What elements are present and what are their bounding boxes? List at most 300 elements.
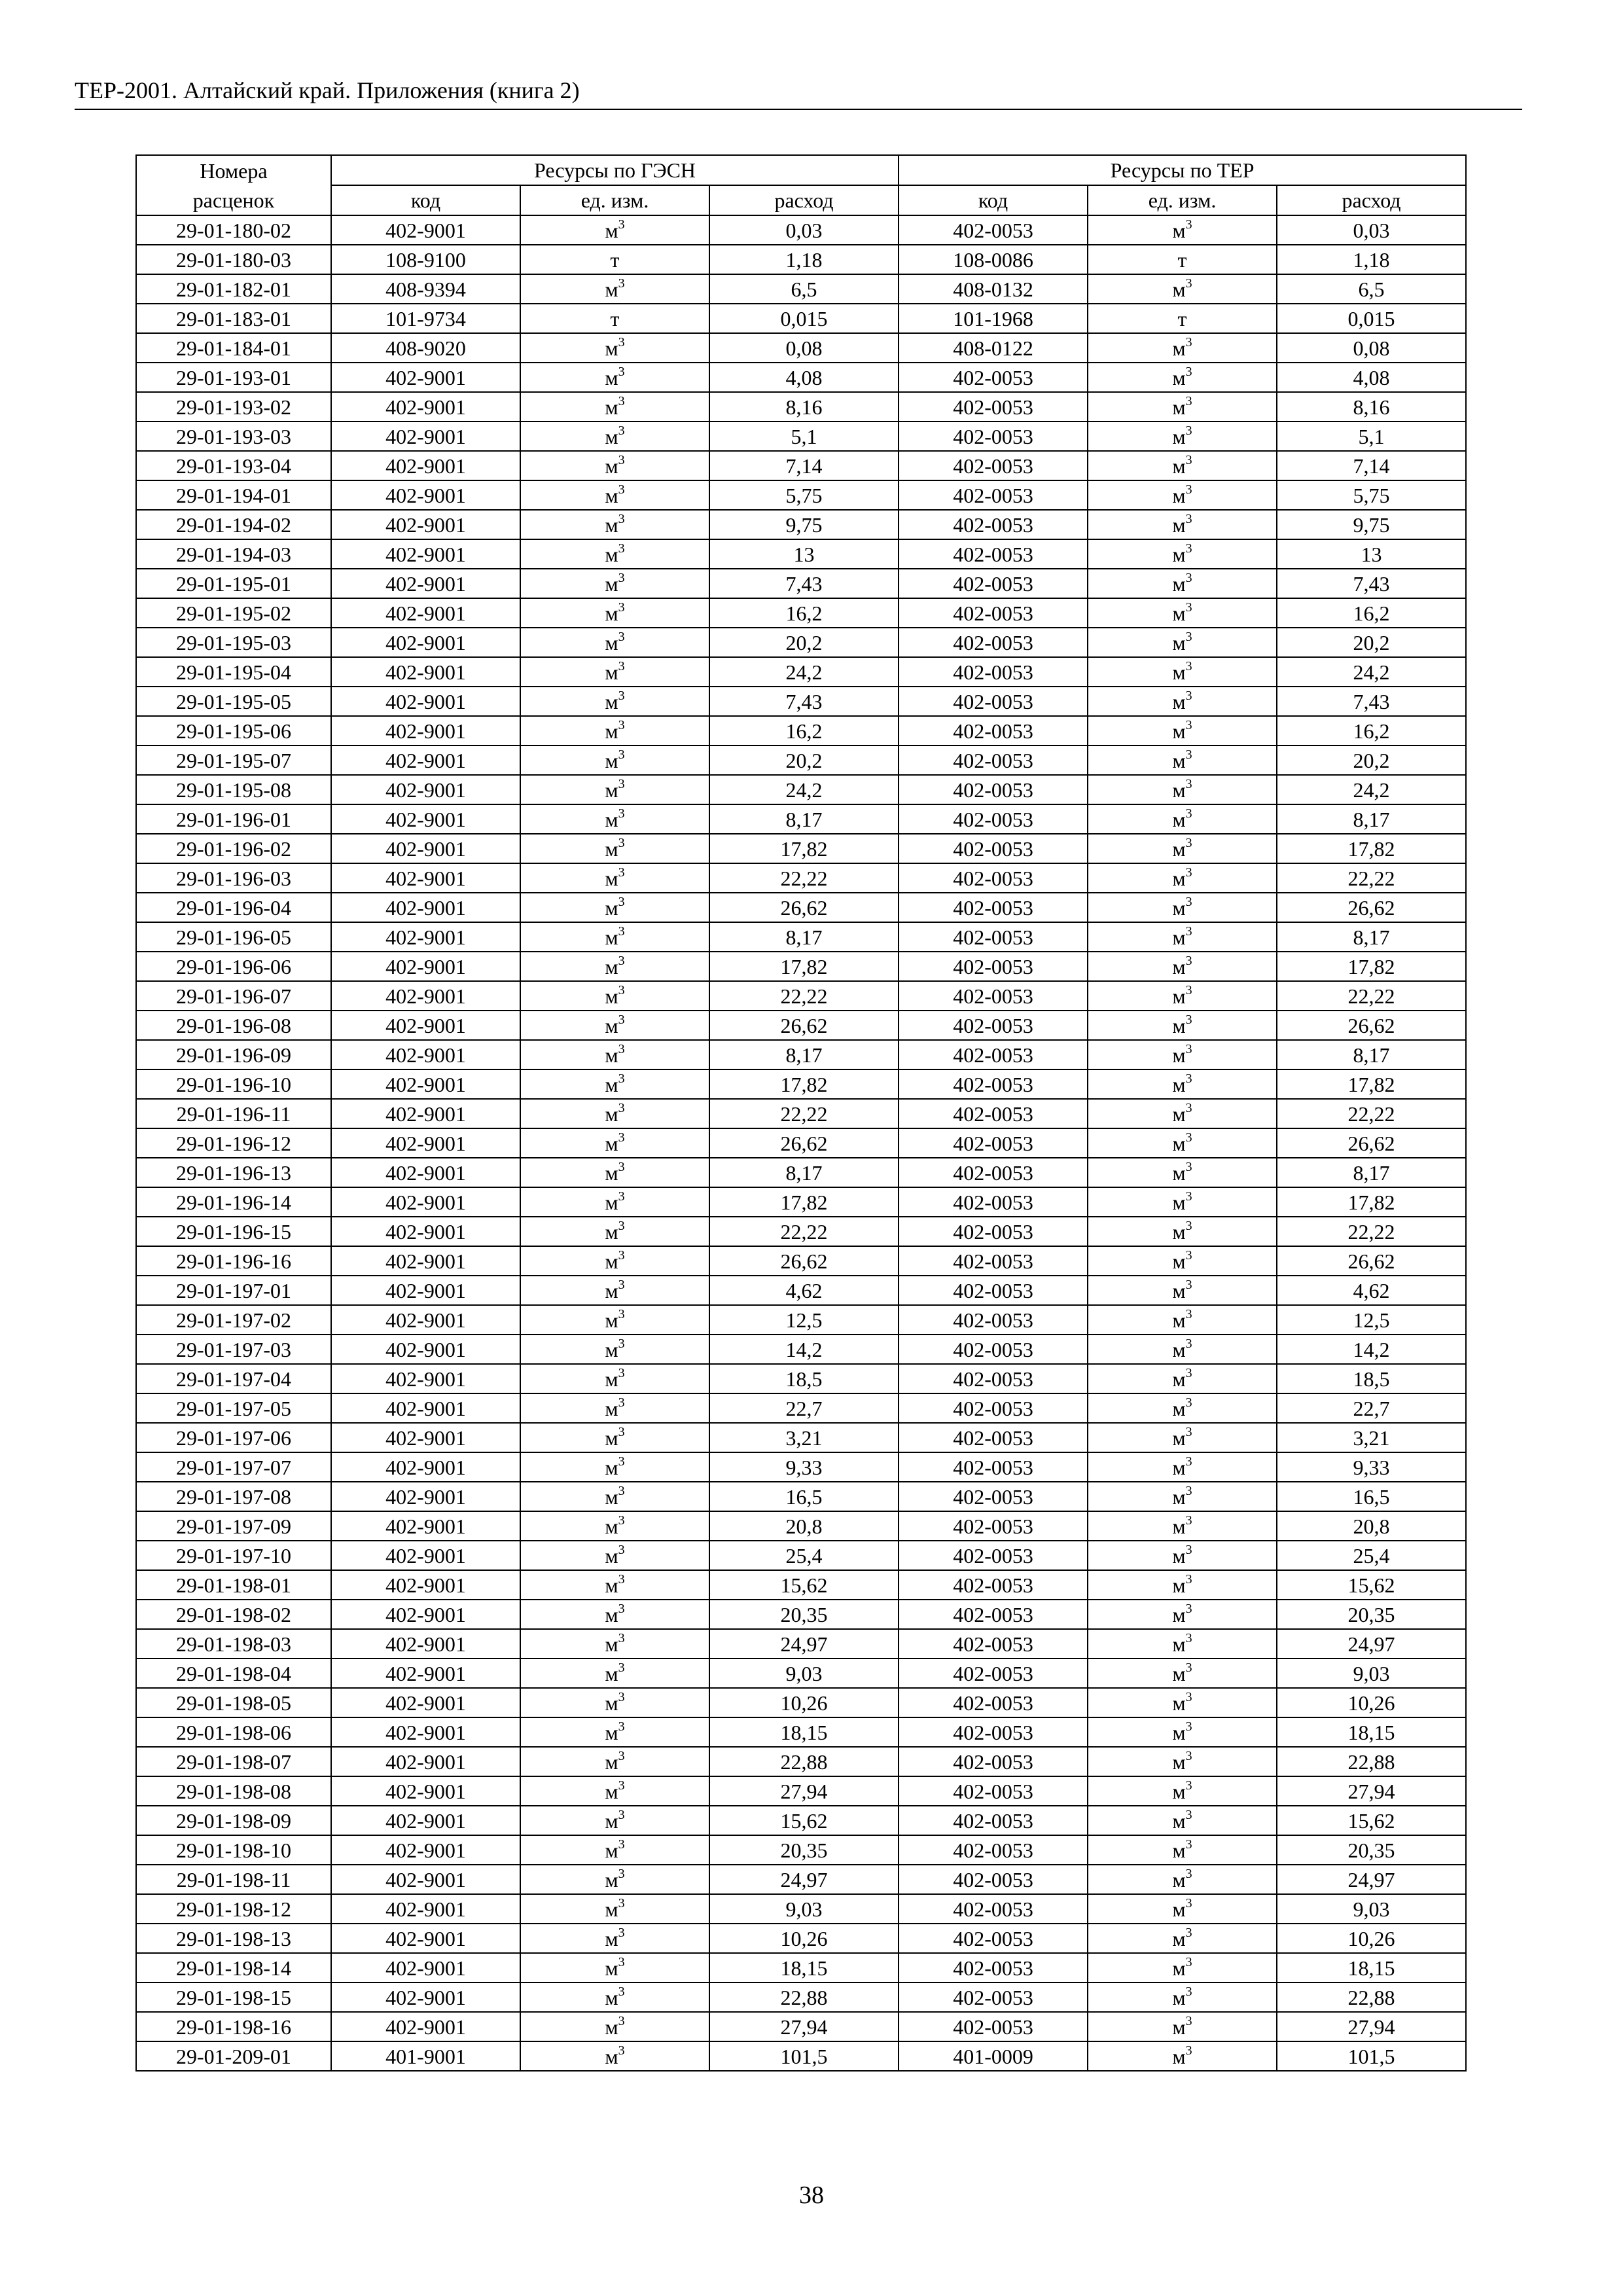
ter-unit-power: 3 bbox=[1185, 1895, 1192, 1910]
gesn-unit-base: м bbox=[605, 1897, 618, 1921]
ter-unit-base: м bbox=[1172, 1956, 1186, 1980]
table-row bbox=[136, 952, 1466, 981]
gesn-qty-cell: 8,17 bbox=[709, 1158, 899, 1187]
gesn-unit-power: 3 bbox=[618, 570, 625, 585]
ter-qty-cell: 17,82 bbox=[1277, 952, 1466, 981]
rate-number-cell: 29-01-195-02 bbox=[136, 598, 331, 628]
ter-unit-cell bbox=[1088, 451, 1277, 480]
ter-unit-base: м bbox=[1172, 925, 1186, 949]
ter-code-cell: 402-0053 bbox=[899, 952, 1088, 981]
gesn-unit-base: м bbox=[605, 1691, 618, 1715]
gesn-unit-power: 3 bbox=[618, 1336, 625, 1351]
ter-code-cell: 402-0053 bbox=[899, 1217, 1088, 1246]
gesn-qty-cell: 6,5 bbox=[709, 274, 899, 304]
gesn-qty-cell: 3,21 bbox=[709, 1423, 899, 1452]
ter-unit-power: 3 bbox=[1185, 1719, 1192, 1734]
ter-code-cell: 402-0053 bbox=[899, 1806, 1088, 1835]
gesn-unit-base: м bbox=[605, 1043, 618, 1067]
ter-qty-cell: 9,33 bbox=[1277, 1452, 1466, 1482]
table-row bbox=[136, 274, 1466, 304]
ter-unit-base: м bbox=[1172, 1691, 1186, 1715]
ter-unit-cell bbox=[1088, 1364, 1277, 1393]
table-row bbox=[136, 834, 1466, 863]
page-number: 38 bbox=[799, 2181, 824, 2209]
gesn-code-cell: 402-9001 bbox=[331, 1600, 520, 1629]
gesn-unit-base: м bbox=[605, 1102, 618, 1126]
rate-number-cell: 29-01-196-15 bbox=[136, 1217, 331, 1246]
ter-code-cell: 402-0053 bbox=[899, 1069, 1088, 1099]
ter-unit-power: 3 bbox=[1185, 1866, 1192, 1881]
gesn-unit-cell bbox=[520, 392, 709, 422]
ter-unit-cell bbox=[1088, 1924, 1277, 1953]
ter-unit-base: м bbox=[1172, 689, 1186, 713]
ter-qty-cell: 6,5 bbox=[1277, 274, 1466, 304]
gesn-unit-power: 3 bbox=[618, 1719, 625, 1734]
ter-unit-base: м bbox=[1172, 1720, 1186, 1744]
ter-unit-base: м bbox=[1172, 1661, 1186, 1685]
gesn-unit-base: м bbox=[605, 748, 618, 772]
ter-unit-power: 3 bbox=[1185, 1277, 1192, 1292]
ter-code-cell: 402-0053 bbox=[899, 716, 1088, 745]
gesn-unit-cell bbox=[520, 1187, 709, 1217]
ter-code-cell: 402-0053 bbox=[899, 1659, 1088, 1688]
gesn-unit-cell bbox=[520, 1305, 709, 1335]
table-row bbox=[136, 1924, 1466, 1953]
gesn-code-cell: 402-9001 bbox=[331, 1806, 520, 1835]
gesn-code-cell: 402-9001 bbox=[331, 451, 520, 480]
ter-qty-cell: 22,22 bbox=[1277, 1217, 1466, 1246]
ter-unit-cell bbox=[1088, 1393, 1277, 1423]
ter-unit-base: м bbox=[1172, 395, 1186, 419]
ter-unit-base: м bbox=[1172, 1102, 1186, 1126]
rate-number-cell: 29-01-197-07 bbox=[136, 1452, 331, 1482]
ter-unit-power: 3 bbox=[1185, 629, 1192, 644]
ter-unit-cell bbox=[1088, 1835, 1277, 1865]
ter-qty-cell: 9,75 bbox=[1277, 510, 1466, 539]
ter-unit-power: 3 bbox=[1185, 1807, 1192, 1822]
gesn-code-cell: 402-9001 bbox=[331, 215, 520, 245]
gesn-unit-cell bbox=[520, 451, 709, 480]
gesn-unit-base: м bbox=[605, 1514, 618, 1538]
ter-unit-base: м bbox=[1172, 336, 1186, 360]
gesn-unit-cell bbox=[520, 215, 709, 245]
gesn-unit-base: м bbox=[605, 512, 618, 537]
ter-code-cell: 402-0053 bbox=[899, 392, 1088, 422]
ter-unit-base: м bbox=[1172, 1043, 1186, 1067]
gesn-unit-power: 3 bbox=[618, 953, 625, 968]
ter-unit-power: 3 bbox=[1185, 806, 1192, 821]
ter-qty-cell: 18,15 bbox=[1277, 1953, 1466, 1982]
gesn-qty-cell: 7,43 bbox=[709, 569, 899, 598]
gesn-unit-cell bbox=[520, 1659, 709, 1688]
gesn-code-cell: 402-9001 bbox=[331, 834, 520, 863]
rate-number-cell: 29-01-198-05 bbox=[136, 1688, 331, 1717]
rate-number-cell: 29-01-196-09 bbox=[136, 1040, 331, 1069]
rate-number-cell: 29-01-196-16 bbox=[136, 1246, 331, 1276]
ter-unit-cell bbox=[1088, 1128, 1277, 1158]
gesn-unit-power: 3 bbox=[618, 747, 625, 762]
gesn-unit-cell bbox=[520, 1629, 709, 1659]
rate-number-cell: 29-01-209-01 bbox=[136, 2041, 331, 2071]
ter-unit-cell bbox=[1088, 480, 1277, 510]
gesn-qty-cell: 22,88 bbox=[709, 1747, 899, 1776]
gesn-code-cell: 402-9001 bbox=[331, 687, 520, 716]
ter-unit-base: м bbox=[1172, 719, 1186, 743]
ter-qty-cell: 22,22 bbox=[1277, 1099, 1466, 1128]
gesn-code-cell: 402-9001 bbox=[331, 1747, 520, 1776]
header-ter-qty: расход bbox=[1277, 185, 1466, 215]
gesn-unit-cell bbox=[520, 1511, 709, 1541]
gesn-unit-base: м bbox=[605, 1278, 618, 1302]
gesn-qty-cell: 16,5 bbox=[709, 1482, 899, 1511]
gesn-qty-cell: 9,03 bbox=[709, 1659, 899, 1688]
table-row bbox=[136, 1717, 1466, 1747]
gesn-unit-cell bbox=[520, 2041, 709, 2071]
gesn-unit-power: 3 bbox=[618, 541, 625, 556]
gesn-qty-cell: 20,8 bbox=[709, 1511, 899, 1541]
table-header-group-row bbox=[136, 155, 1466, 185]
ter-unit-cell bbox=[1088, 1511, 1277, 1541]
ter-qty-cell: 5,75 bbox=[1277, 480, 1466, 510]
gesn-unit-power: 3 bbox=[618, 600, 625, 615]
ter-unit-base: м bbox=[1172, 1897, 1186, 1921]
gesn-qty-cell: 9,75 bbox=[709, 510, 899, 539]
ter-qty-cell: 24,2 bbox=[1277, 775, 1466, 804]
gesn-unit-base: м bbox=[605, 2044, 618, 2068]
ter-unit-cell bbox=[1088, 1953, 1277, 1982]
ter-unit-base: м bbox=[1172, 1573, 1186, 1597]
rate-number-cell: 29-01-198-02 bbox=[136, 1600, 331, 1629]
gesn-unit-power: 3 bbox=[618, 1837, 625, 1852]
gesn-unit-base: м bbox=[605, 395, 618, 419]
ter-qty-cell: 8,17 bbox=[1277, 804, 1466, 834]
gesn-unit-cell bbox=[520, 1717, 709, 1747]
ter-unit-power: 3 bbox=[1185, 1542, 1192, 1557]
ter-qty-cell: 24,97 bbox=[1277, 1629, 1466, 1659]
rate-number-cell: 29-01-196-05 bbox=[136, 922, 331, 952]
gesn-qty-cell: 20,35 bbox=[709, 1600, 899, 1629]
table-row bbox=[136, 687, 1466, 716]
ter-qty-cell: 22,22 bbox=[1277, 981, 1466, 1011]
rate-number-cell: 29-01-196-14 bbox=[136, 1187, 331, 1217]
table-body bbox=[136, 215, 1466, 2071]
gesn-unit-power: 3 bbox=[618, 1041, 625, 1056]
gesn-code-cell: 402-9001 bbox=[331, 598, 520, 628]
ter-code-cell: 402-0053 bbox=[899, 1128, 1088, 1158]
table-row bbox=[136, 539, 1466, 569]
gesn-code-cell: 402-9001 bbox=[331, 1511, 520, 1541]
ter-code-cell: 402-0053 bbox=[899, 598, 1088, 628]
gesn-unit-power: 3 bbox=[618, 982, 625, 997]
gesn-qty-cell: 13 bbox=[709, 539, 899, 569]
ter-code-cell: 402-0053 bbox=[899, 1865, 1088, 1894]
ter-unit-cell bbox=[1088, 863, 1277, 893]
gesn-unit-power: 3 bbox=[618, 1748, 625, 1763]
gesn-code-cell: 402-9001 bbox=[331, 1717, 520, 1747]
table-row bbox=[136, 510, 1466, 539]
ter-qty-cell: 14,2 bbox=[1277, 1335, 1466, 1364]
ter-unit-power: 3 bbox=[1185, 1660, 1192, 1675]
gesn-code-cell: 402-9001 bbox=[331, 1099, 520, 1128]
ter-qty-cell: 3,21 bbox=[1277, 1423, 1466, 1452]
rate-number-cell: 29-01-197-06 bbox=[136, 1423, 331, 1452]
gesn-unit-cell bbox=[520, 1128, 709, 1158]
ter-qty-cell: 0,015 bbox=[1277, 304, 1466, 333]
ter-unit-base: м bbox=[1172, 365, 1186, 389]
table-row bbox=[136, 392, 1466, 422]
gesn-code-cell: 402-9001 bbox=[331, 510, 520, 539]
table-row bbox=[136, 1953, 1466, 1982]
gesn-unit-base: м bbox=[605, 1808, 618, 1833]
header-ter-code: код bbox=[899, 185, 1088, 215]
gesn-unit-cell bbox=[520, 1482, 709, 1511]
ter-unit-cell bbox=[1088, 1570, 1277, 1600]
rate-number-cell: 29-01-184-01 bbox=[136, 333, 331, 363]
table-row bbox=[136, 1865, 1466, 1894]
gesn-code-cell: 402-9001 bbox=[331, 1217, 520, 1246]
gesn-unit-base: м bbox=[605, 1661, 618, 1685]
ter-unit-base: м bbox=[1172, 1514, 1186, 1538]
gesn-unit-power: 3 bbox=[618, 1071, 625, 1086]
gesn-unit-cell bbox=[520, 1099, 709, 1128]
gesn-unit-power: 3 bbox=[618, 894, 625, 909]
ter-unit-power: 3 bbox=[1185, 1012, 1192, 1027]
ter-unit-power: 3 bbox=[1185, 570, 1192, 585]
ter-unit-base: м bbox=[1172, 1426, 1186, 1450]
ter-unit-base: м bbox=[1172, 1484, 1186, 1509]
table-row bbox=[136, 1452, 1466, 1482]
table-row bbox=[136, 1982, 1466, 2012]
gesn-qty-cell: 0,015 bbox=[709, 304, 899, 333]
gesn-unit-base: м bbox=[605, 1749, 618, 1774]
ter-unit-base: м bbox=[1172, 2015, 1186, 2039]
gesn-code-cell: 402-9001 bbox=[331, 1541, 520, 1570]
ter-code-cell: 402-0053 bbox=[899, 1776, 1088, 1806]
gesn-unit-cell bbox=[520, 716, 709, 745]
ter-unit-cell bbox=[1088, 2012, 1277, 2041]
rate-number-cell: 29-01-193-03 bbox=[136, 422, 331, 451]
table-row bbox=[136, 598, 1466, 628]
table-row bbox=[136, 1011, 1466, 1040]
ter-unit-cell bbox=[1088, 1659, 1277, 1688]
ter-unit-power: 3 bbox=[1185, 1130, 1192, 1145]
gesn-unit-cell bbox=[520, 1570, 709, 1600]
ter-unit-base: м bbox=[1172, 1131, 1186, 1155]
gesn-unit-power: 3 bbox=[618, 629, 625, 644]
gesn-code-cell: 402-9001 bbox=[331, 480, 520, 510]
ter-unit-cell bbox=[1088, 215, 1277, 245]
table-row bbox=[136, 480, 1466, 510]
ter-qty-cell: 17,82 bbox=[1277, 1069, 1466, 1099]
gesn-unit-base: т bbox=[610, 247, 620, 272]
ter-unit-power: 3 bbox=[1185, 1925, 1192, 1940]
gesn-qty-cell: 1,18 bbox=[709, 245, 899, 274]
ter-unit-cell bbox=[1088, 1717, 1277, 1747]
gesn-unit-cell bbox=[520, 1747, 709, 1776]
ter-qty-cell: 26,62 bbox=[1277, 1128, 1466, 1158]
gesn-unit-cell bbox=[520, 1600, 709, 1629]
ter-unit-cell bbox=[1088, 716, 1277, 745]
ter-unit-cell bbox=[1088, 775, 1277, 804]
rate-number-cell: 29-01-196-12 bbox=[136, 1128, 331, 1158]
ter-code-cell: 402-0053 bbox=[899, 1511, 1088, 1541]
gesn-unit-base: м bbox=[605, 925, 618, 949]
rate-number-cell: 29-01-183-01 bbox=[136, 304, 331, 333]
gesn-code-cell: 402-9001 bbox=[331, 628, 520, 657]
ter-code-cell: 402-0053 bbox=[899, 628, 1088, 657]
ter-unit-power: 3 bbox=[1185, 1100, 1192, 1115]
ter-unit-cell bbox=[1088, 1452, 1277, 1482]
gesn-unit-base: м bbox=[605, 630, 618, 655]
ter-code-cell: 402-0053 bbox=[899, 863, 1088, 893]
table-row bbox=[136, 304, 1466, 333]
table-row bbox=[136, 1541, 1466, 1570]
gesn-unit-power: 3 bbox=[618, 1542, 625, 1557]
ter-unit-power: 3 bbox=[1185, 1984, 1192, 1999]
gesn-code-cell: 402-9001 bbox=[331, 863, 520, 893]
rate-number-cell: 29-01-196-08 bbox=[136, 1011, 331, 1040]
ter-unit-base: м bbox=[1172, 1160, 1186, 1185]
rate-number-cell: 29-01-182-01 bbox=[136, 274, 331, 304]
rate-number-cell: 29-01-198-12 bbox=[136, 1894, 331, 1924]
gesn-unit-power: 3 bbox=[618, 1189, 625, 1204]
rate-number-cell: 29-01-197-02 bbox=[136, 1305, 331, 1335]
ter-qty-cell: 18,5 bbox=[1277, 1364, 1466, 1393]
gesn-code-cell: 402-9001 bbox=[331, 392, 520, 422]
gesn-unit-cell bbox=[520, 1276, 709, 1305]
gesn-unit-cell bbox=[520, 1688, 709, 1717]
gesn-unit-power: 3 bbox=[618, 1130, 625, 1145]
ter-unit-base: м bbox=[1172, 1278, 1186, 1302]
ter-unit-base: м bbox=[1172, 1838, 1186, 1862]
document-title: ТЕР-2001. Алтайский край. Приложения (книга 2) bbox=[75, 77, 580, 103]
ter-unit-power: 3 bbox=[1185, 717, 1192, 732]
ter-qty-cell: 10,26 bbox=[1277, 1688, 1466, 1717]
gesn-qty-cell: 17,82 bbox=[709, 952, 899, 981]
gesn-unit-cell bbox=[520, 245, 709, 274]
gesn-unit-cell bbox=[520, 981, 709, 1011]
table-row bbox=[136, 569, 1466, 598]
header-numbers-line2: расценок bbox=[136, 185, 331, 215]
gesn-unit-cell bbox=[520, 422, 709, 451]
ter-unit-cell bbox=[1088, 363, 1277, 392]
ter-unit-base: м bbox=[1172, 866, 1186, 890]
gesn-unit-base: м bbox=[605, 954, 618, 978]
rate-number-cell: 29-01-195-05 bbox=[136, 687, 331, 716]
table-row bbox=[136, 1246, 1466, 1276]
header-gesn-unit: ед. изм. bbox=[520, 185, 709, 215]
gesn-unit-base: м bbox=[605, 719, 618, 743]
gesn-unit-cell bbox=[520, 1894, 709, 1924]
ter-qty-cell: 16,2 bbox=[1277, 598, 1466, 628]
gesn-unit-power: 3 bbox=[618, 1306, 625, 1321]
ter-unit-power: 3 bbox=[1185, 1778, 1192, 1793]
ter-code-cell: 402-0053 bbox=[899, 1158, 1088, 1187]
rate-number-cell: 29-01-198-13 bbox=[136, 1924, 331, 1953]
gesn-unit-power: 3 bbox=[618, 1247, 625, 1263]
gesn-qty-cell: 26,62 bbox=[709, 893, 899, 922]
ter-code-cell: 402-0053 bbox=[899, 687, 1088, 716]
gesn-qty-cell: 20,2 bbox=[709, 745, 899, 775]
gesn-unit-power: 3 bbox=[618, 1954, 625, 1969]
rate-number-cell: 29-01-198-06 bbox=[136, 1717, 331, 1747]
gesn-qty-cell: 18,5 bbox=[709, 1364, 899, 1393]
gesn-unit-cell bbox=[520, 893, 709, 922]
ter-code-cell: 402-0053 bbox=[899, 2012, 1088, 2041]
ter-unit-base: м bbox=[1172, 1749, 1186, 1774]
ter-unit-power: 3 bbox=[1185, 334, 1192, 350]
table-row bbox=[136, 1659, 1466, 1688]
table-row bbox=[136, 1040, 1466, 1069]
rate-number-cell: 29-01-197-08 bbox=[136, 1482, 331, 1511]
gesn-qty-cell: 8,16 bbox=[709, 392, 899, 422]
ter-code-cell: 402-0053 bbox=[899, 1482, 1088, 1511]
ter-code-cell: 402-0053 bbox=[899, 569, 1088, 598]
gesn-qty-cell: 0,03 bbox=[709, 215, 899, 245]
table-row bbox=[136, 1305, 1466, 1335]
ter-unit-power: 3 bbox=[1185, 865, 1192, 880]
ter-unit-base: м bbox=[1172, 1808, 1186, 1833]
gesn-unit-base: м bbox=[605, 1602, 618, 1626]
gesn-unit-cell bbox=[520, 804, 709, 834]
gesn-unit-cell bbox=[520, 922, 709, 952]
gesn-unit-cell bbox=[520, 834, 709, 863]
rate-number-cell: 29-01-197-09 bbox=[136, 1511, 331, 1541]
rate-number-cell: 29-01-197-04 bbox=[136, 1364, 331, 1393]
gesn-qty-cell: 18,15 bbox=[709, 1953, 899, 1982]
ter-unit-power: 3 bbox=[1185, 1189, 1192, 1204]
ter-qty-cell: 0,03 bbox=[1277, 215, 1466, 245]
gesn-qty-cell: 26,62 bbox=[709, 1011, 899, 1040]
ter-unit-power: 3 bbox=[1185, 1571, 1192, 1587]
ter-unit-cell bbox=[1088, 657, 1277, 687]
ter-code-cell: 402-0053 bbox=[899, 1629, 1088, 1659]
gesn-unit-power: 3 bbox=[618, 1895, 625, 1910]
table-row bbox=[136, 1570, 1466, 1600]
rate-number-cell: 29-01-198-15 bbox=[136, 1982, 331, 2012]
ter-qty-cell: 17,82 bbox=[1277, 834, 1466, 863]
gesn-code-cell: 402-9001 bbox=[331, 716, 520, 745]
ter-unit-base: м bbox=[1172, 954, 1186, 978]
gesn-unit-power: 3 bbox=[618, 482, 625, 497]
gesn-unit-power: 3 bbox=[618, 835, 625, 850]
gesn-unit-cell bbox=[520, 598, 709, 628]
table-row bbox=[136, 1511, 1466, 1541]
gesn-unit-power: 3 bbox=[618, 2013, 625, 2028]
gesn-unit-base: м bbox=[605, 2015, 618, 2039]
ter-qty-cell: 24,2 bbox=[1277, 657, 1466, 687]
ter-unit-cell bbox=[1088, 1305, 1277, 1335]
gesn-unit-cell bbox=[520, 1393, 709, 1423]
rate-number-cell: 29-01-193-02 bbox=[136, 392, 331, 422]
ter-code-cell: 408-0132 bbox=[899, 274, 1088, 304]
ter-qty-cell: 20,8 bbox=[1277, 1511, 1466, 1541]
gesn-unit-power: 3 bbox=[618, 217, 625, 232]
ter-unit-power: 3 bbox=[1185, 1454, 1192, 1469]
rate-number-cell: 29-01-197-05 bbox=[136, 1393, 331, 1423]
gesn-unit-cell bbox=[520, 775, 709, 804]
rate-number-cell: 29-01-198-07 bbox=[136, 1747, 331, 1776]
rate-number-cell: 29-01-198-03 bbox=[136, 1629, 331, 1659]
ter-qty-cell: 22,22 bbox=[1277, 863, 1466, 893]
ter-unit-cell bbox=[1088, 245, 1277, 274]
ter-unit-power: 3 bbox=[1185, 423, 1192, 438]
ter-unit-base: м bbox=[1172, 1308, 1186, 1332]
gesn-unit-power: 3 bbox=[618, 865, 625, 880]
gesn-qty-cell: 5,1 bbox=[709, 422, 899, 451]
ter-unit-base: м bbox=[1172, 1013, 1186, 1037]
ter-unit-base: м bbox=[1172, 1985, 1186, 2009]
